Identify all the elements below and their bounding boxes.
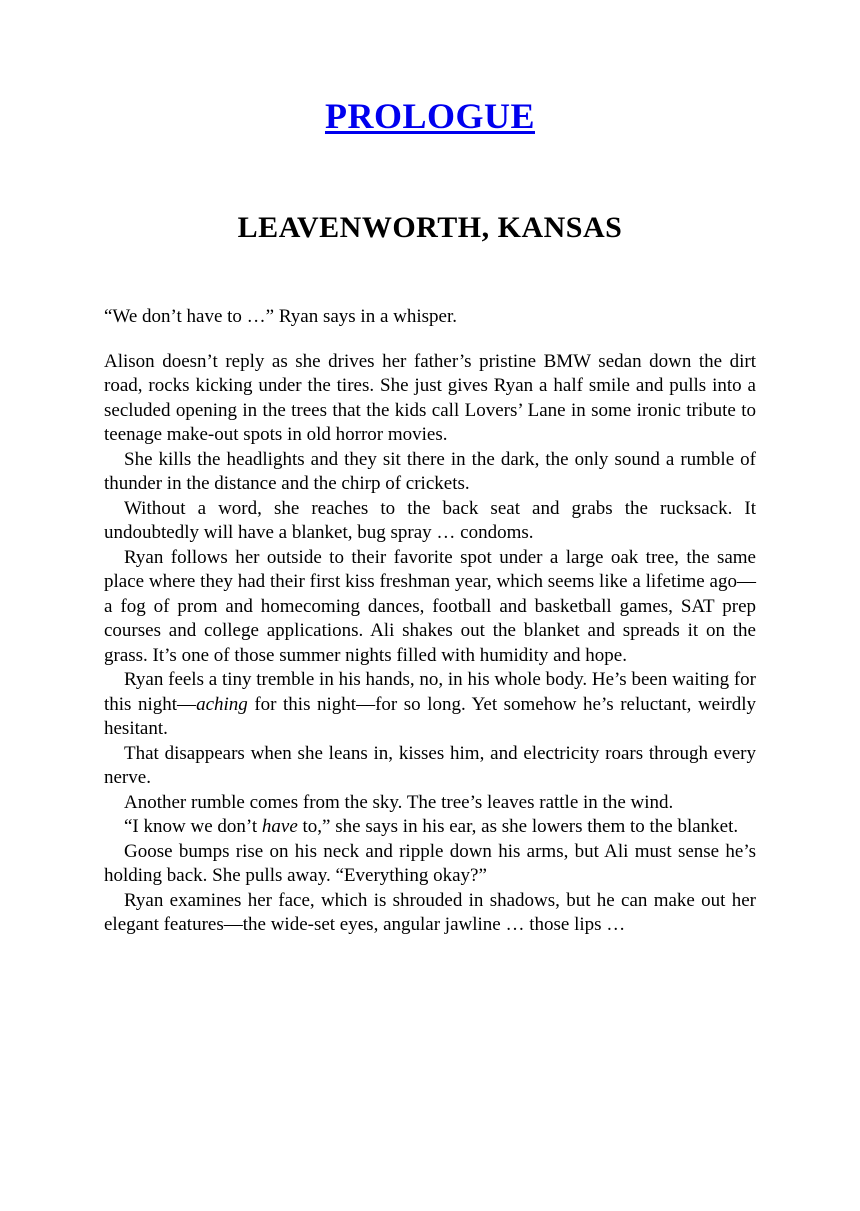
location-heading: LEAVENWORTH, KANSAS (237, 211, 623, 244)
paragraph (104, 497, 756, 546)
italic-run: have (261, 816, 298, 837)
text-run: Without a word, she reaches to the back seat and grabs the rucksack. It undoubtedly will have a blanket, bug spray … condoms. (104, 497, 756, 543)
text-run: Another rumble comes from the sky. The tree’s leaves rattle in the wind. (124, 791, 674, 813)
chapter-title (104, 95, 756, 137)
prologue-link[interactable]: PROLOGUE (324, 96, 535, 136)
text-run: Ryan examines her face, which is shrouded in shadows, but he can make out her elegant features—the wide-set eyes, angular jawline … those lips … (104, 889, 756, 935)
text-run: Ryan feels a tiny tremble in his hands, no, in his whole body. He’s been waiting for this night— (104, 669, 756, 715)
text-run: “I know we don’t (124, 816, 262, 837)
paragraph (104, 791, 756, 816)
paragraph (104, 742, 756, 791)
italic-run: aching (196, 693, 248, 715)
text-run: Ryan follows her outside to their favorite spot under a large oak tree, the same place where they had their first kiss freshman year, which seems like a lifetime ago—a fog of prom and homecoming dances, football and basketball games, SAT prep courses and college applications. Ali shakes out the blanket and spreads it on the grass. It’s one of those summer nights filled with humidity and hope. (104, 546, 756, 666)
text-run: to,” she says in his ear, as she lowers them to the blanket. (297, 816, 739, 837)
book-page (0, 95, 860, 1211)
text-run: Alison doesn’t reply as she drives her father’s pristine BMW sedan down the dirt road, rocks kicking under the tires. She just gives Ryan a half smile and pulls into a secluded opening in the trees that the kids call Lovers’ Lane in some ironic tribute to teenage make-out spots in old horror movies. (104, 350, 756, 445)
text-run: She kills the headlights and they sit there in the dark, the only sound a rumble of thunder in the distance and the chirp of crickets. (104, 448, 756, 494)
paragraph (104, 546, 756, 669)
text-run: for this night—for so long. Yet somehow he’s reluctant, weirdly hesitant. (104, 693, 756, 739)
text-run: That disappears when she leans in, kisses him, and electricity roars through every nerve. (104, 742, 756, 788)
paragraph (104, 889, 756, 938)
body-text (104, 305, 756, 938)
paragraph (104, 350, 756, 448)
paragraph (104, 840, 756, 889)
paragraph (104, 815, 756, 840)
text-run: “We don’t have to …” Ryan says in a whisper. (104, 306, 458, 327)
paragraph (104, 448, 756, 497)
text-run: Goose bumps rise on his neck and ripple down his arms, but Ali must sense he’s holding back. She pulls away. “Everything okay?” (104, 840, 756, 886)
paragraph (104, 668, 756, 742)
paragraph (104, 305, 756, 330)
